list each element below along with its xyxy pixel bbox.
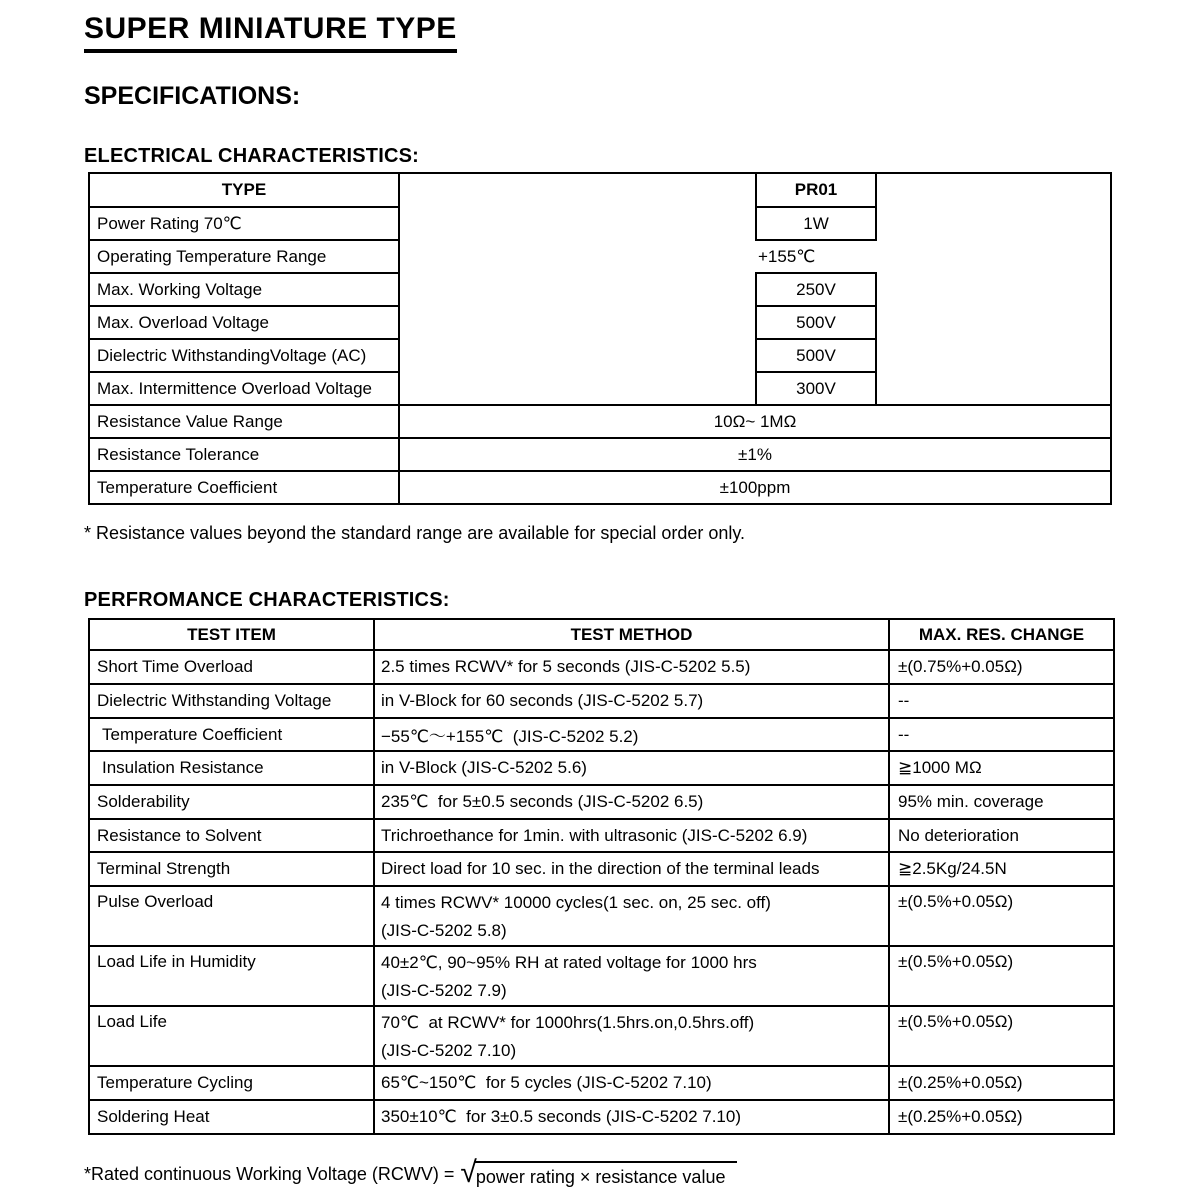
perf-row-temperature-coefficient: [89, 718, 1114, 751]
perf-row-soldering-heat: [89, 1100, 1114, 1134]
perf-cell-change: --: [889, 684, 1114, 718]
elec-spacer-cell: [876, 207, 1111, 240]
elec-row-value: 10Ω~ 1MΩ: [399, 405, 1111, 438]
elec-spacer-cell: [399, 372, 756, 405]
method-line-2: (JIS-C-5202 7.10): [381, 1041, 517, 1060]
elec-row-max-overload-voltage: [89, 306, 1111, 339]
perf-cell-change: ≧2.5Kg/24.5N: [889, 852, 1114, 886]
perf-cell-method: 235℃ for 5±0.5 seconds (JIS-C-5202 6.5): [374, 785, 889, 819]
perf-cell-item: Load Life: [89, 1006, 374, 1066]
perf-cell-method: 65℃~150℃ for 5 cycles (JIS-C-5202 7.10): [374, 1066, 889, 1100]
elec-spacer-cell: [876, 306, 1111, 339]
elec-row-value: 1W: [756, 207, 876, 240]
elec-row-value: 500V: [756, 306, 876, 339]
perf-cell-item: Solderability: [89, 785, 374, 819]
performance-characteristics-heading: PERFROMANCE CHARACTERISTICS:: [84, 589, 450, 611]
elec-spacer-cell: [876, 173, 1111, 207]
perf-cell-item: Soldering Heat: [89, 1100, 374, 1134]
elec-spacer-cell: [876, 339, 1111, 372]
elec-header-row: [89, 173, 1111, 207]
resistance-note: * Resistance values beyond the standard range are available for special order only.: [84, 523, 746, 543]
elec-row-value: ±100ppm: [719, 477, 791, 497]
elec-row-label: Operating Temperature Range: [89, 240, 399, 273]
elec-row-label: Max. Overload Voltage: [89, 306, 399, 339]
perf-row-insulation-resistance: [89, 751, 1114, 785]
perf-cell-change: ±(0.25%+0.05Ω): [889, 1066, 1114, 1100]
elec-row-value: 250V: [756, 273, 876, 306]
perf-cell-method: 350±10℃ for 3±0.5 seconds (JIS-C-5202 7.10): [374, 1100, 889, 1134]
elec-row-value: +155℃: [758, 246, 816, 266]
perf-cell-method: in V-Block for 60 seconds (JIS-C-5202 5.7): [374, 684, 889, 718]
perf-row-terminal-strength: [89, 852, 1114, 886]
perf-cell-item: Resistance to Solvent: [89, 819, 374, 852]
elec-row-dielectric-withstanding: [89, 339, 1111, 372]
rcwv-footnote: [84, 1158, 737, 1188]
specifications-heading: SPECIFICATIONS:: [84, 82, 301, 110]
perf-header-test-item: TEST ITEM: [89, 619, 374, 650]
perf-cell-item: Temperature Coefficient: [89, 718, 374, 751]
method-line-1: 4 times RCWV* 10000 cycles(1 sec. on, 25 sec. off): [381, 893, 771, 912]
perf-cell-method: [374, 946, 889, 1006]
elec-row-value: 500V: [756, 339, 876, 372]
elec-spacer-cell: [876, 273, 1111, 306]
electrical-characteristics-table: [88, 172, 1112, 505]
perf-row-pulse-overload: [89, 886, 1114, 946]
elec-row-value: ±1%: [399, 438, 1111, 471]
perf-cell-method: −55℃～+155℃ (JIS-C-5202 5.2): [374, 718, 889, 751]
perf-cell-change: ≧1000 MΩ: [889, 751, 1114, 785]
page-title: SUPER MINIATURE TYPE: [84, 12, 457, 53]
perf-cell-item: Load Life in Humidity: [89, 946, 374, 1006]
method-line-1: 70℃ at RCWV* for 1000hrs(1.5hrs.on,0.5hrs.off): [381, 1013, 755, 1032]
perf-cell-item: Pulse Overload: [89, 886, 374, 946]
perf-cell-change: 95% min. coverage: [889, 785, 1114, 819]
perf-cell-method: Trichroethance for 1min. with ultrasonic (JIS-C-5202 6.9): [374, 819, 889, 852]
perf-cell-method: 2.5 times RCWV* for 5 seconds (JIS-C-5202 5.5): [374, 650, 889, 684]
elec-spacer-cell: [399, 173, 756, 207]
elec-spacer-cell: [399, 207, 756, 240]
elec-spacer-cell: [876, 372, 1111, 405]
elec-row-max-intermittence-overload: [89, 372, 1111, 405]
elec-row-label: Max. Working Voltage: [89, 273, 399, 306]
electrical-characteristics-heading: ELECTRICAL CHARACTERISTICS:: [84, 145, 420, 167]
elec-row-label: Max. Intermittence Overload Voltage: [89, 372, 399, 405]
perf-row-dielectric-withstanding: [89, 684, 1114, 718]
elec-header-type: TYPE: [89, 173, 399, 207]
perf-row-load-life: [89, 1006, 1114, 1066]
perf-row-resistance-to-solvent: [89, 819, 1114, 852]
perf-cell-item: Temperature Cycling: [89, 1066, 374, 1100]
elec-header-model: PR01: [756, 173, 876, 207]
perf-cell-method: [374, 886, 889, 946]
elec-spacer-cell: [399, 306, 756, 339]
perf-row-load-life-in-humidity: [89, 946, 1114, 1006]
rcwv-expression: power rating × resistance value: [474, 1161, 738, 1188]
perf-cell-change: ±(0.5%+0.05Ω): [889, 946, 1114, 1006]
perf-cell-method: Direct load for 10 sec. in the direction of the terminal leads: [374, 852, 889, 886]
elec-row-value: 300V: [756, 372, 876, 405]
perf-cell-change: ±(0.5%+0.05Ω): [889, 1006, 1114, 1066]
square-root-icon: √: [460, 1156, 477, 1189]
perf-cell-item: Dielectric Withstanding Voltage: [89, 684, 374, 718]
perf-header-max-res-change: MAX. RES. CHANGE: [889, 619, 1114, 650]
elec-row-max-working-voltage: [89, 273, 1111, 306]
elec-row-label: Temperature Coefficient: [89, 471, 399, 504]
perf-cell-item: Terminal Strength: [89, 852, 374, 886]
perf-cell-change: ±(0.5%+0.05Ω): [889, 886, 1114, 946]
perf-row-solderability: [89, 785, 1114, 819]
method-line-1: 40±2℃, 90~95% RH at rated voltage for 1000 hrs: [381, 953, 757, 972]
rcwv-footnote-text: *Rated continuous Working Voltage (RCWV) =: [84, 1164, 455, 1184]
method-line-2: (JIS-C-5202 5.8): [381, 921, 507, 940]
perf-cell-change: --: [889, 718, 1114, 751]
elec-row-operating-temperature: [89, 240, 1111, 273]
perf-cell-item: Short Time Overload: [89, 650, 374, 684]
perf-cell-change: No deterioration: [889, 819, 1114, 852]
elec-spacer-cell: [399, 339, 756, 372]
elec-spacer-cell: [876, 240, 1111, 273]
elec-row-label: Resistance Tolerance: [89, 438, 399, 471]
elec-row-label: Resistance Value Range: [89, 405, 399, 438]
perf-header-test-method: TEST METHOD: [374, 619, 889, 650]
elec-row-resistance-value-range: [89, 405, 1111, 438]
perf-cell-change: ±(0.75%+0.05Ω): [889, 650, 1114, 684]
perf-cell-item: Insulation Resistance: [89, 751, 374, 785]
elec-row-label: Power Rating 70℃: [89, 207, 399, 240]
elec-spacer-cell: [399, 240, 756, 273]
performance-characteristics-table: [88, 618, 1115, 1135]
perf-row-short-time-overload: [89, 650, 1114, 684]
perf-header-row: [89, 619, 1114, 650]
elec-spacer-cell: [399, 273, 756, 306]
elec-row-power-rating: [89, 207, 1111, 240]
perf-cell-method: in V-Block (JIS-C-5202 5.6): [374, 751, 889, 785]
method-line-2: (JIS-C-5202 7.9): [381, 981, 507, 1000]
perf-cell-change: ±(0.25%+0.05Ω): [889, 1100, 1114, 1134]
elec-row-label: Dielectric WithstandingVoltage (AC): [89, 339, 399, 372]
perf-cell-method: [374, 1006, 889, 1066]
elec-row-resistance-tolerance: [89, 438, 1111, 471]
perf-row-temperature-cycling: [89, 1066, 1114, 1100]
elec-row-temperature-coefficient: [89, 471, 1111, 504]
